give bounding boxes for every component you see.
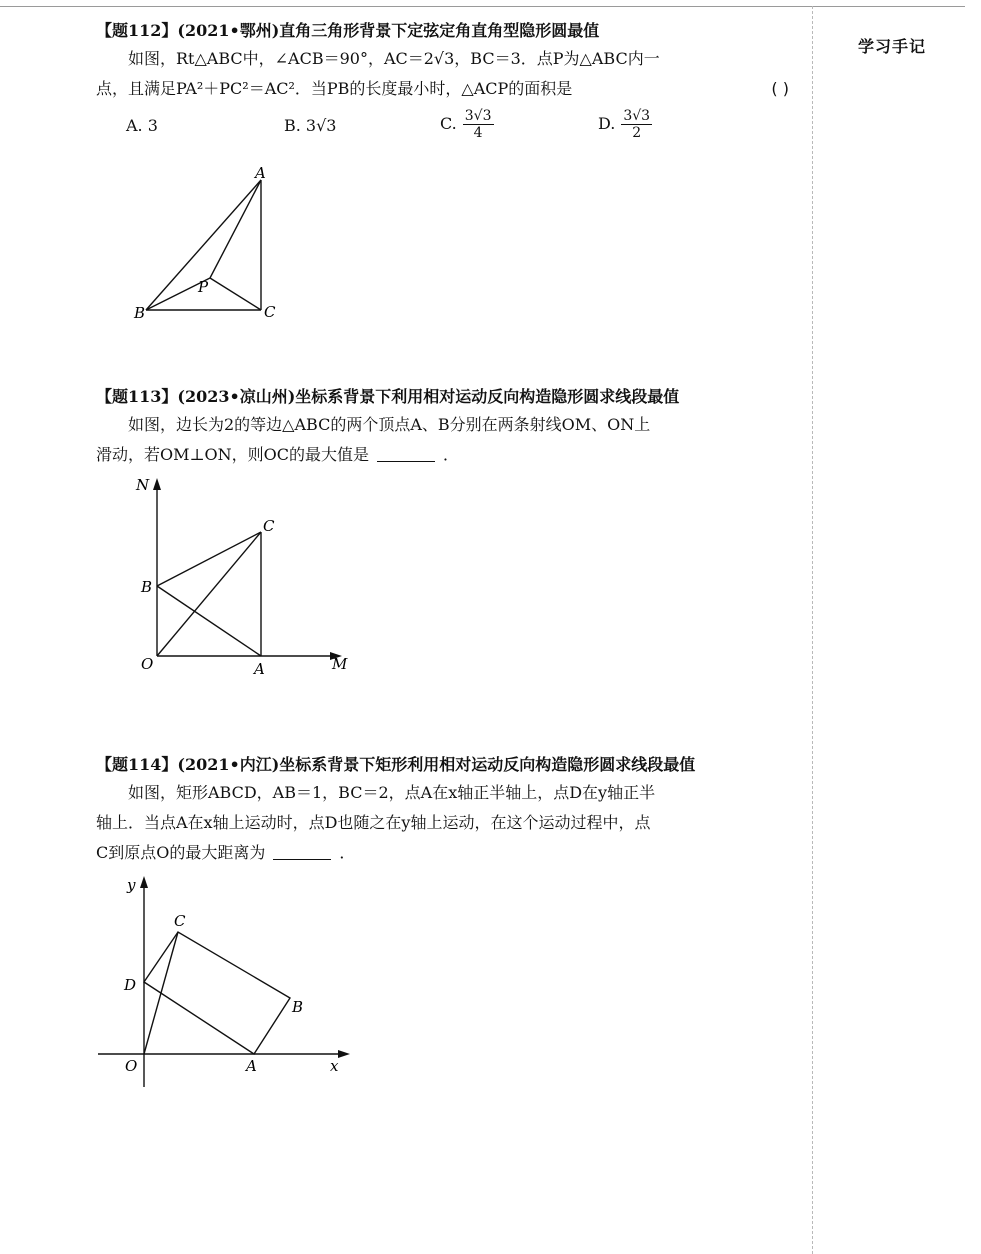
option-a: A. 3 <box>126 116 158 135</box>
problem-114-line-1: 如图，矩形ABCD，AB＝1，BC＝2，点A在x轴正半轴上，点D在y轴正半 <box>128 783 656 802</box>
label-m: M <box>332 655 348 673</box>
figure-112 <box>126 160 296 330</box>
option-d-label: D. <box>598 114 616 133</box>
problem-114-line-3 <box>96 838 801 868</box>
label-a: A <box>246 1057 257 1075</box>
option-c <box>440 108 494 141</box>
answer-blank-114 <box>273 841 331 860</box>
option-c-den: 4 <box>473 125 483 141</box>
arrow-n <box>153 478 161 490</box>
label-b: B <box>134 304 146 322</box>
problem-113 <box>96 384 801 470</box>
label-o: O <box>141 655 154 673</box>
problem-112 <box>96 18 801 156</box>
segment-ab <box>157 586 261 656</box>
problem-113-line-1: 如图，边长为2的等边△ABC的两个顶点A、B分别在两条射线OM、ON上 <box>128 415 651 434</box>
problem-114-line-3-end: ． <box>339 843 356 862</box>
figure-113 <box>126 472 366 682</box>
notes-title: 学习手记 <box>858 37 927 56</box>
problem-114-header: 【题114】(2021•内江)坐标系背景下矩形利用相对运动反向构造隐形圆求线段最值 <box>96 755 696 774</box>
problem-112-line-1: 如图，Rt△ABC中，∠ACB＝90°，AC＝2√3，BC＝3．点P为△ABC内一 <box>128 49 660 68</box>
option-b: B. 3√3 <box>284 116 337 135</box>
problem-113-line-2 <box>96 440 801 470</box>
figure-114 <box>96 872 358 1094</box>
label-p: P <box>198 278 209 296</box>
rectangle-abcd <box>144 932 290 1054</box>
notes-divider <box>812 6 813 1254</box>
label-d: D <box>124 976 137 994</box>
problem-112-line-2-text: 点，且满足PA²＋PC²＝AC²．当PB的长度最小时，△ACP的面积是 <box>96 79 573 98</box>
problem-112-line-2 <box>96 74 801 104</box>
problem-113-line-2-text: 滑动，若OM⊥ON，则OC的最大值是 <box>96 445 370 464</box>
label-n: N <box>136 476 150 494</box>
segment-oc <box>157 532 261 656</box>
options <box>96 104 801 156</box>
option-c-num: 3√3 <box>464 108 492 124</box>
option-c-fraction <box>463 108 494 141</box>
segment-oc <box>144 932 178 1054</box>
label-x: x <box>330 1057 339 1075</box>
top-rule <box>0 6 965 7</box>
option-d-num: 3√3 <box>623 108 651 124</box>
arrow-x <box>338 1050 350 1058</box>
problem-112-header: 【题112】(2021•鄂州)直角三角形背景下定弦定角直角型隐形圆最值 <box>96 21 600 40</box>
label-c: C <box>264 303 276 321</box>
label-o: O <box>125 1057 138 1075</box>
problem-113-header: 【题113】(2023•凉山州)坐标系背景下利用相对运动反向构造隐形圆求线段最值 <box>96 387 680 406</box>
problem-114 <box>96 752 801 868</box>
label-c: C <box>263 517 275 535</box>
label-c: C <box>174 912 186 930</box>
label-b: B <box>141 578 153 596</box>
option-d-den: 2 <box>632 125 642 141</box>
arrow-y <box>140 876 148 888</box>
problem-114-line-2: 轴上．当点A在x轴上运动时，点D也随之在y轴上运动，在这个运动过程中，点 <box>96 813 651 832</box>
answer-paren: ( ) <box>771 79 789 98</box>
problem-113-line-2-end: ． <box>443 445 460 464</box>
segment-cp <box>210 278 261 310</box>
label-a: A <box>255 164 266 182</box>
label-a: A <box>254 660 265 678</box>
option-c-label: C. <box>440 114 457 133</box>
option-d <box>598 108 652 141</box>
answer-blank-113 <box>377 443 435 462</box>
label-y: y <box>127 876 136 894</box>
problem-114-line-3-text: C到原点O的最大距离为 <box>96 843 266 862</box>
label-b: B <box>292 998 304 1016</box>
segment-bc <box>157 532 261 586</box>
option-d-fraction <box>621 108 652 141</box>
